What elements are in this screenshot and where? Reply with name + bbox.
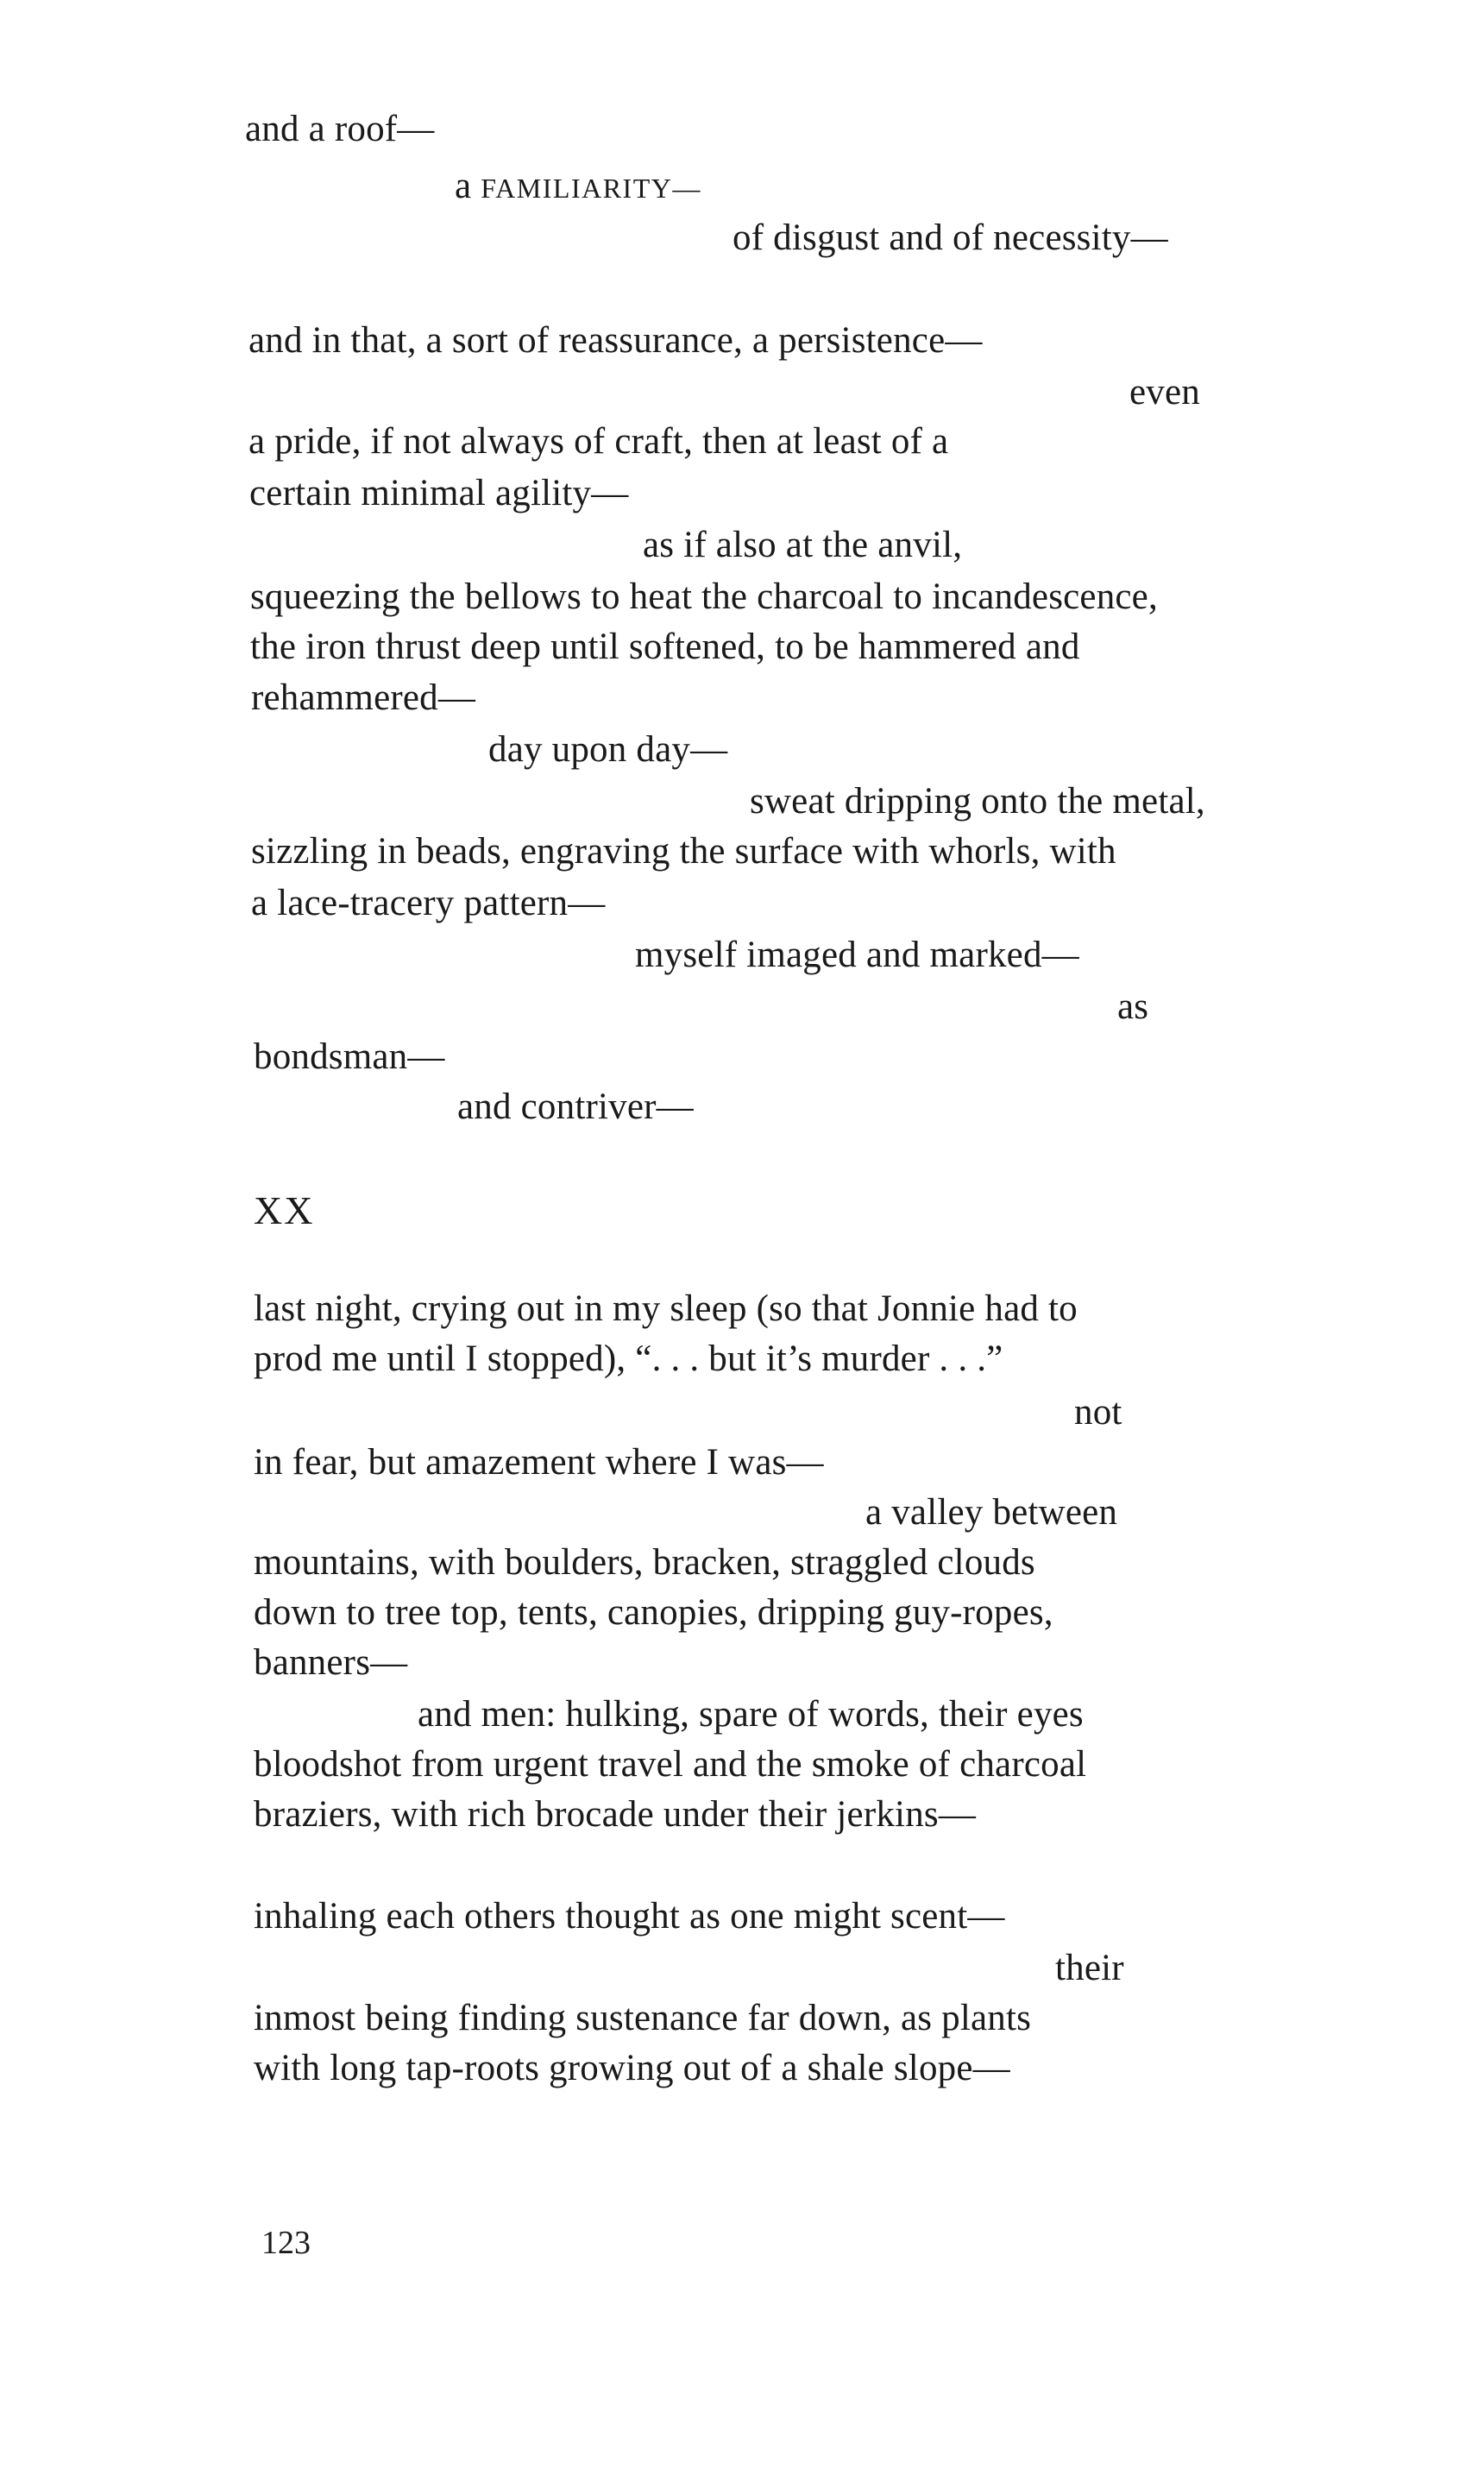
poem-line: the iron thrust deep until softened, to be hammered and [250,627,1080,667]
poem-line: prod me until I stopped), “. . . but it’s murder . . .” [254,1338,1003,1379]
poem-line: not [1074,1392,1122,1433]
poem-line: and in that, a sort of reassurance, a persistence— [248,320,983,361]
poem-line [455,167,701,205]
poem-line: bondsman— [254,1036,445,1077]
poem-line: inmost being finding sustenance far down, as plants [254,1998,1032,2038]
poem-line: as if also at the anvil, [643,525,963,565]
poem-line: banners— [254,1642,408,1683]
poem-line: and contriver— [457,1086,694,1127]
poem-line: day upon day— [488,729,728,770]
poem-line: of disgust and of necessity— [733,217,1168,258]
poem-line-word: a [455,166,481,206]
poem-line: even [1129,372,1200,413]
poem-line: sweat dripping onto the metal, [750,781,1205,822]
poem-line: last night, crying out in my sleep (so that Jonnie had to [254,1288,1078,1329]
poem-line: their [1055,1948,1124,1988]
poem-line: a lace-tracery pattern— [251,883,606,923]
page-number: 123 [261,2225,311,2261]
poem-line: braziers, with rich brocade under their jerkins— [254,1794,977,1835]
poem-line: bloodshot from urgent travel and the smoke of charcoal [254,1744,1087,1785]
poem-line: a valley between [865,1492,1118,1533]
poem-line: certain minimal agility— [249,473,629,513]
poem-line: myself imaged and marked— [635,935,1079,975]
poem-line: squeezing the bellows to heat the charcoal to incandescence, [250,576,1158,617]
poem-line: down to tree top, tents, canopies, dripping guy-ropes, [254,1592,1053,1633]
poem-line: as [1117,986,1149,1027]
poem-line: with long tap-roots growing out of a shale slope— [254,2048,1010,2088]
poem-line: rehammered— [251,677,476,718]
section-heading: XX [254,1188,315,1232]
poem-line: sizzling in beads, engraving the surface with whorls, with [251,831,1116,872]
poem-line: and men: hulking, spare of words, their eyes [418,1694,1084,1735]
poem-line: a pride, if not always of craft, then at least of a [248,421,949,462]
poem-line: in fear, but amazement where I was— [254,1442,824,1483]
poem-line: mountains, with boulders, bracken, straggled clouds [254,1542,1035,1583]
poem-line: inhaling each others thought as one might scent— [254,1896,1005,1937]
poem-line: and a roof— [245,109,435,149]
poem-line-smallcaps: FAMILIARITY— [481,173,701,204]
